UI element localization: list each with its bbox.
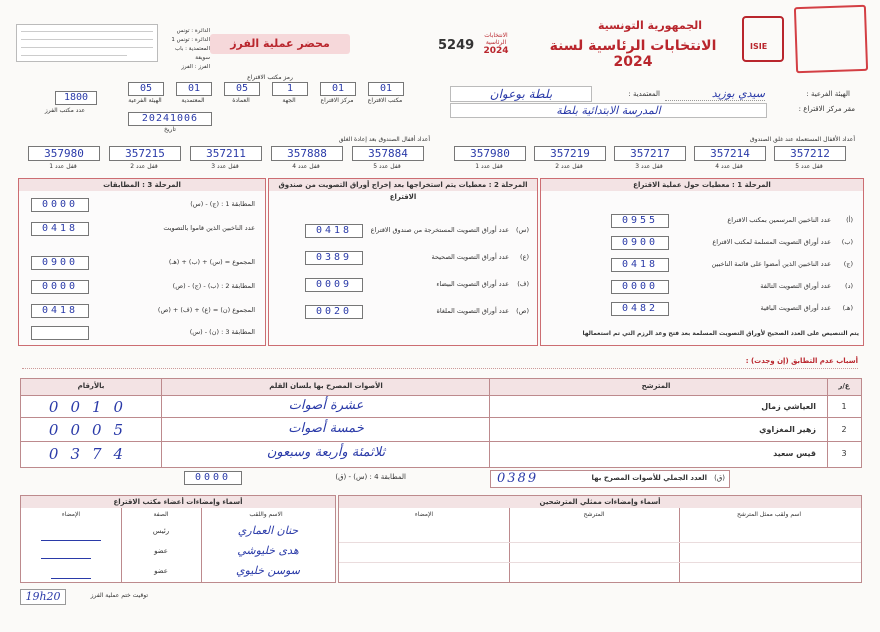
staff-signature [41,544,91,559]
stage3-row [25,221,259,237]
staff-role: عضو [154,567,168,575]
stage1-row [549,301,855,317]
closing-time-label: توقيت ختم عملية الفرز [90,592,148,599]
code-box: 01 [320,82,356,96]
instructions-box [16,24,158,62]
seal-box: 357215 [109,146,181,161]
seal-box: 357980 [454,146,526,161]
stage2-key: (ع) [520,253,529,261]
seal-label: قفل عدد 4 [715,163,743,170]
seal-label: قفل عدد 5 [373,163,401,170]
date-label: تاريخ [164,126,176,133]
seal-label: قفل عدد 3 [211,163,239,170]
stage2-key: (س) [515,226,529,234]
elections-logo-year: 2024 [483,46,509,56]
staff-header-role: الصفة [153,511,169,518]
result-words: خمسة أصوات [288,421,364,436]
office-value: سيدي بوزيد [665,87,765,101]
stage3-value: 0000 [31,198,89,212]
staff-row [21,522,335,542]
result-words: عشرة أصوات [288,398,364,413]
stage2-value: 0418 [305,224,363,238]
header-digits: بالأرقام [77,382,105,390]
total-key: (ق) [714,474,725,482]
stage1-key: (د) [845,282,853,290]
seals-left-caption: أعداد أقفال الصندوق بعد إعادة الغلق [338,136,430,143]
isie-logo [742,16,784,62]
result-row [21,443,861,465]
meta-item: الفرز : الفرز [181,64,210,70]
reps-header-sign: الإمضاء [414,511,434,518]
stage3-title: المرحلة 3 : المطابقات [19,179,265,191]
stage1-key: (أ) [846,216,853,224]
staff-signature [41,524,101,541]
result-candidate: قيس سعيد [773,449,816,458]
reps-header-candidate: المترشح [583,511,605,518]
seals-right-row [452,146,856,172]
stage1-row [549,279,855,295]
stage2-value: 0020 [305,305,363,319]
seal-label: قفل عدد 1 [49,163,77,170]
stage1-label: عدد أوراق التصويت الباقية [760,304,831,312]
code-caption: رمز مكتب الاقتراع [247,74,293,81]
result-words: ثلاثمئة وأربعة وسبعون [266,445,386,460]
meta-item: الدائرة : تونس [176,28,210,34]
stage1-row [549,235,855,251]
seal-box: 357980 [28,146,100,161]
stage2-label: عدد أوراق التصويت المستخرجة من صندوق الاقتراع [370,226,509,234]
staff-header-name: الاسم واللقب [249,511,283,518]
stage1-label: عدد الناخبين المرسمين بمكتب الاقتراع [727,216,831,224]
seals-right-caption: أعداد الأقفال المستعملة عند غلق الصندوق [749,136,855,143]
stage3-section [18,178,266,346]
closing-time-value: 19h20 [20,589,66,605]
result-row [21,419,861,441]
stage3-value: 0900 [31,256,89,270]
stage3-label: المطابقة 1 : (ج) - (س) [190,200,255,208]
stage3-value: 0418 [31,304,89,318]
staff-name: سوسن خليوي [235,564,301,577]
office-label: الهيئة الفرعية : [806,90,850,98]
stage2-key: (ص) [516,307,529,315]
staff-row [21,562,335,582]
mismatch-reason-label: أسباب عدم التطابق (إن وجدت) : [745,357,858,365]
stage1-key: (ب) [841,238,853,246]
seals-left-row [28,146,432,172]
stage3-row [25,325,259,341]
reps-header-name: اسم ولقب ممثل المترشح [736,511,802,518]
reps-signatures [338,495,862,583]
check-label: المطابقة 4 : (س) - (ق) [335,473,406,481]
header-candidate: المترشح [641,382,671,390]
staff-row [21,542,335,562]
result-row [21,396,861,417]
stage2-row [275,223,531,239]
stage3-label: المطابقة 3 : (ن) - (س) [189,328,255,336]
stage2-row [275,304,531,320]
seal-box: 357884 [352,146,424,161]
result-num: 2 [841,425,847,434]
stage1-label: عدد أوراق التصويت المسلمة لمكتب الاقتراع [712,238,831,246]
stage2-label: عدد أوراق التصويت البيضاء [436,280,509,288]
stage1-value: 0955 [611,214,669,228]
stage1-value: 0418 [611,258,669,272]
staff-header-sign: الإمضاء [61,511,81,518]
stage1-row [549,213,855,229]
stage2-row [275,277,531,293]
code-box: 05 [128,82,164,96]
stage2-key: (ف) [517,280,529,288]
isie-logo-label: ISIE [750,42,768,51]
seal-label: قفل عدد 3 [635,163,663,170]
official-stamp [794,5,868,73]
code-box: 05 [224,82,260,96]
seal-box: 357214 [694,146,766,161]
stage1-value: 0900 [611,236,669,250]
result-digits: 0005 [48,421,136,439]
stage3-row [25,303,259,319]
stage1-section [540,178,864,346]
republic-title: الجمهورية التونسية [597,19,703,32]
code-box: 1 [272,82,308,96]
result-candidate: العياشي زمال [761,402,816,411]
meta-item: المعتمدية : باب سويقة [175,46,210,61]
stage1-note: يتم التنصيص على العدد الصحيح لأوراق التصويت المسلمة بعد فتح وعد الرزم التي تم استعمالها [582,330,859,337]
stage1-label: عدد أوراق التصويت التالفة [760,282,831,290]
total-label: العدد الجملي للأصوات المصرح بها [591,474,707,482]
header-num: ع/ر [838,382,850,390]
stage1-row [549,257,855,273]
side-meta [160,27,210,72]
stage3-row [25,197,259,213]
stage2-title: المرحلة 2 : معطيات يتم استخراجها بعد إخراج أوراق التصويت من صندوق الاقتراع [269,179,537,191]
staff-title: أسماء وإمضاءات أعضاء مكتب الاقتراع [113,498,243,506]
code-label: المعتمدية [181,97,205,104]
code-box: 01 [176,82,212,96]
staff-signatures [20,495,336,583]
result-num: 1 [841,402,847,411]
seal-label: قفل عدد 5 [795,163,823,170]
staff-role: عضو [154,547,168,555]
code-label: الهيئة الفرعية [128,97,162,104]
results-total [490,470,730,488]
stage1-value: 0482 [611,302,669,316]
total-value: 0389 [497,471,539,486]
stage2-label: عدد أوراق التصويت الصحيحة [431,253,509,261]
seal-box: 357211 [190,146,262,161]
stage3-value [31,326,89,340]
staff-name: حنان العماري [237,524,299,537]
stage3-label: المطابقة 2 : (ب) - (ج) - (ص) [172,282,255,290]
office-number-box: 1800 [55,91,97,105]
meta-item: الدائرة : تونس 1 [171,37,210,43]
codes-row [128,82,408,108]
form-number: 5249 [438,38,475,53]
result-candidate: زهير المغزاوي [759,425,816,434]
check-value: 0000 [184,471,242,485]
stage1-key: (هـ) [842,304,853,312]
results-table [20,378,862,468]
seal-box: 357217 [614,146,686,161]
stage1-value: 0000 [611,280,669,294]
stage1-title: المرحلة 1 : معطيات حول عملية الاقتراع [541,179,863,191]
mismatch-reason-line [22,368,858,369]
stage3-row [25,255,259,271]
seal-box: 357219 [534,146,606,161]
stage3-value: 0000 [31,280,89,294]
elections-logo [476,18,516,62]
code-label: مركز الاقتراع [320,97,354,104]
result-digits: 0010 [48,398,136,416]
delegation-value: بلطة بوعوان [450,86,592,102]
code-label: مكتب الاقتراع [367,97,403,104]
results-check [180,470,410,486]
stage3-row [25,279,259,295]
seal-label: قفل عدد 2 [555,163,583,170]
seal-label: قفل عدد 4 [292,163,320,170]
stage3-label: عدد الناخبين الذين قاموا بالتصويت [163,224,255,232]
stage2-value: 0389 [305,251,363,265]
staff-role: رئيس [152,527,170,535]
seal-box: 357888 [271,146,343,161]
result-num: 3 [841,449,847,458]
seal-box: 357212 [774,146,846,161]
code-label: الجهة [282,97,296,104]
stage2-row [275,250,531,266]
seal-label: قفل عدد 1 [475,163,503,170]
stage3-label: المجموع (ن) = (ع) + (ف) + (ص) [157,306,255,314]
staff-signature [51,564,91,579]
staff-name: هدى خليوشي [237,544,299,557]
stage2-label: عدد أوراق التصويت الملغاة [436,307,509,315]
stage1-key: (ج) [843,260,853,268]
seal-label: قفل عدد 2 [130,163,158,170]
code-box: 01 [368,82,404,96]
date-box: 20241006 [128,112,212,126]
elections-logo-text: الانتخابات الرئاسية [484,32,508,46]
office-number-label: عدد مكتب الفرز [44,107,86,114]
header-words: الأصوات المصرح بها بلسان القلم [269,382,383,390]
reps-title: أسماء وإمضاءات ممثلي المترشحين [539,498,661,506]
elections-title: الانتخابات الرئاسية لسنة 2024 [549,38,717,70]
stage2-value: 0009 [305,278,363,292]
stage3-label: المجموع = (س) + (ب) + (هـ) [168,258,255,266]
stage3-value: 0418 [31,222,89,236]
document-title: محضر عملية الفرز [210,34,350,54]
code-label: العمادة [232,97,250,104]
result-digits: 0374 [48,445,136,463]
center-label: مقر مركز الاقتراع : [798,105,855,113]
stage1-label: عدد الناخبين الذين أمضوا على قائمة الناخبين [711,260,831,268]
delegation-label: المعتمدية : [628,90,660,98]
center-value: المدرسة الابتدائية بلطة [450,103,767,118]
stage2-section [268,178,538,346]
